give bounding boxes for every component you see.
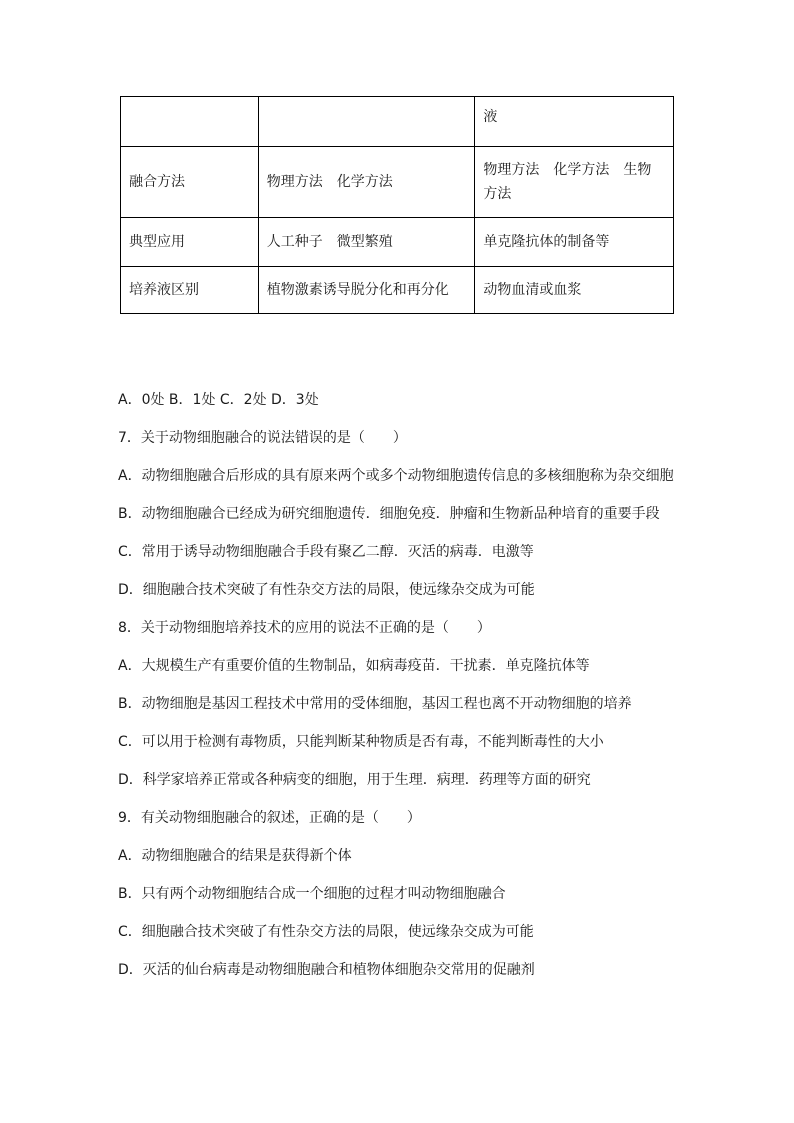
- table-cell: 典型应用: [121, 218, 259, 267]
- q8-option-d: D．科学家培养正常或各种病变的细胞，用于生理．病理．药理等方面的研究: [118, 772, 591, 788]
- q7-option-b: B．动物细胞融合已经成为研究细胞遗传．细胞免疫．肿瘤和生物新品种培育的重要手段: [118, 506, 660, 522]
- table-row: [121, 218, 674, 267]
- table-row: [121, 147, 674, 218]
- q7-option-c: C．常用于诱导动物细胞融合手段有聚乙二醇．灭活的病毒．电激等: [118, 544, 534, 560]
- table-row: [121, 267, 674, 314]
- table-cell: 物理方法 化学方法: [258, 147, 475, 218]
- table-cell: 植物激素诱导脱分化和再分化: [258, 267, 475, 314]
- q9-option-a: A．动物细胞融合的结果是获得新个体: [118, 848, 352, 864]
- table-cell: 培养液区别: [121, 267, 259, 314]
- q8-option-c: C．可以用于检测有毒物质，只能判断某种物质是否有毒，不能判断毒性的大小: [118, 734, 604, 750]
- table-cell: 融合方法: [121, 147, 259, 218]
- q8-stem: 8．关于动物细胞培养技术的应用的说法不正确的是（ ）: [118, 620, 491, 636]
- q8-option-a: A．大规模生产有重要价值的生物制品，如病毒疫苗．干扰素．单克隆抗体等: [118, 658, 590, 674]
- q6-options: A．0处 B．1处 C．2处 D．3处: [118, 392, 319, 408]
- table-cell: 物理方法 化学方法 生物方法: [475, 147, 674, 218]
- q9-option-c: C．细胞融合技术突破了有性杂交方法的局限，使远缘杂交成为可能: [118, 924, 534, 940]
- table-cell: 动物血清或血浆: [475, 267, 674, 314]
- table-cell: 单克隆抗体的制备等: [475, 218, 674, 267]
- q8-option-b: B．动物细胞是基因工程技术中常用的受体细胞，基因工程也离不开动物细胞的培养: [118, 696, 632, 712]
- table-cell: 人工种子 微型繁殖: [258, 218, 475, 267]
- comparison-table: [120, 96, 674, 314]
- table-row: [121, 97, 674, 147]
- question-list: [118, 388, 678, 996]
- q7-option-d: D．细胞融合技术突破了有性杂交方法的局限，使远缘杂交成为可能: [118, 582, 535, 598]
- table-cell: 液: [475, 97, 674, 147]
- q9-option-b: B．只有两个动物细胞结合成一个细胞的过程才叫动物细胞融合: [118, 886, 506, 902]
- table-cell: [121, 97, 259, 147]
- q7-option-a: A．动物细胞融合后形成的具有原来两个或多个动物细胞遗传信息的多核细胞称为杂交细胞: [118, 468, 674, 484]
- table-cell: [258, 97, 475, 147]
- q9-stem: 9．有关动物细胞融合的叙述，正确的是（ ）: [118, 810, 421, 826]
- q9-option-d: D．灭活的仙台病毒是动物细胞融合和植物体细胞杂交常用的促融剂: [118, 962, 535, 978]
- q7-stem: 7．关于动物细胞融合的说法错误的是（ ）: [118, 430, 407, 446]
